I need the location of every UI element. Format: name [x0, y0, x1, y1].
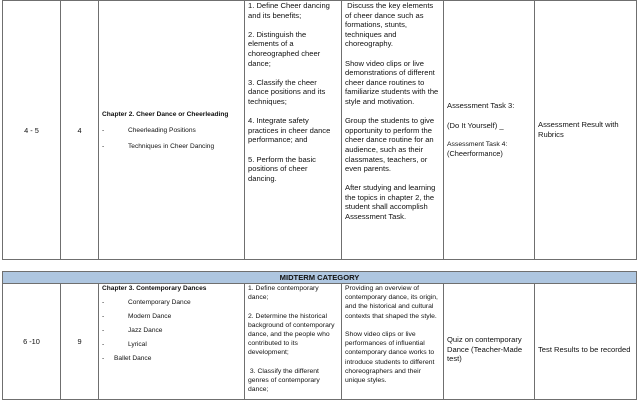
list-item: - Jazz Dance: [102, 327, 163, 334]
ilo-item: 3. Classify the different genres of contemporary dance;: [248, 367, 322, 394]
assessment-task-3: Assessment Task 3:: [447, 101, 515, 111]
tla-cell: [342, 284, 444, 400]
syllabus-table-prelim: [2, 0, 637, 260]
table-row: [3, 1, 637, 260]
assessment-task-3-name: (Do It Yourself) _: [447, 120, 504, 130]
assessment-task-4: Assessment Task 4:: [447, 141, 508, 149]
tla-cell: [342, 1, 444, 260]
ilo-item: 1. Define Cheer dancing and its benefits;: [248, 1, 330, 20]
week-cell: 6 -10: [3, 284, 61, 400]
ilo-item: 3. Classify the cheer dance positions and its techniques;: [248, 77, 326, 106]
list-item: - Cheerleading Positions: [102, 126, 196, 134]
assessment-result: Assessment Result with Rubrics: [538, 120, 619, 139]
topic-cell: [99, 1, 245, 260]
assessment-task-4-name: (Cheerformance): [447, 148, 503, 158]
ilo-cell: [245, 1, 342, 260]
list-item: - Contemporary Dance: [102, 299, 191, 306]
assessment-result: Test Results to be recorded: [538, 344, 631, 354]
category-row: [3, 272, 637, 284]
week-cell: 4 - 5: [3, 1, 61, 260]
assessment-result-cell: [535, 1, 637, 260]
assessment-task-cell: [444, 284, 535, 400]
tla-item: Show video clips or live demonstrations of different cheer dance routines to familiarize students with the style and motivation.: [345, 58, 439, 106]
tla-item: Group the students to give opportunity to perform the cheer dance routine for an audience, such as their classmates, teachers, or even parents.: [345, 116, 435, 174]
hours-cell: 4: [61, 1, 99, 260]
ilo-item: 2. Determine the historical background of contemporary dance, and the people who contributed to its development;: [248, 312, 335, 357]
list-item: - Modern Dance: [102, 313, 172, 320]
topic-cell: [99, 284, 245, 400]
tla-item: Providing an overview of contemporary dance, its origin, and the historical and cultural contexts that shaped the style.: [345, 285, 438, 320]
ilo-item: 5. Perform the basic positions of cheer dancing.: [248, 154, 316, 183]
topic-title: Chapter 2. Cheer Dance or Cheerleading: [102, 110, 229, 118]
ilo-item: 4. Integrate safety practices in cheer dance performance; and: [248, 116, 331, 145]
hours-cell: 9: [61, 284, 99, 400]
tla-item: Discuss the key elements of cheer dance such as formations, stunts, techniques and choreography.: [345, 1, 436, 49]
tla-item: After studying and learning the topics in chapter 2, the student shall accomplish Assessment Task.: [345, 183, 436, 222]
ilo-item: 2. Distinguish the elements of a choreographed cheer dance;: [248, 29, 321, 68]
syllabus-table-midterm: [2, 271, 637, 400]
ilo-item: 1. Define contemporary dance;: [248, 285, 319, 302]
table-row: [3, 284, 637, 400]
assessment-result-cell: [535, 284, 637, 400]
list-item: - Ballet Dance: [102, 355, 152, 362]
category-header: MIDTERM CATEGORY: [3, 272, 637, 284]
assessment-task: Quiz on contemporary Dance (Teacher-Made test): [447, 335, 523, 364]
tla-item: Show video clips or live performances of influential contemporary dance works to introduce students to different choreographers and their unique styles.: [345, 331, 435, 385]
ilo-cell: [245, 284, 342, 400]
list-item: - Techniques in Cheer Dancing: [102, 142, 215, 150]
topic-title: Chapter 3. Contemporary Dances: [102, 285, 207, 292]
list-item: - Lyrical: [102, 341, 147, 348]
assessment-task-cell: [444, 1, 535, 260]
